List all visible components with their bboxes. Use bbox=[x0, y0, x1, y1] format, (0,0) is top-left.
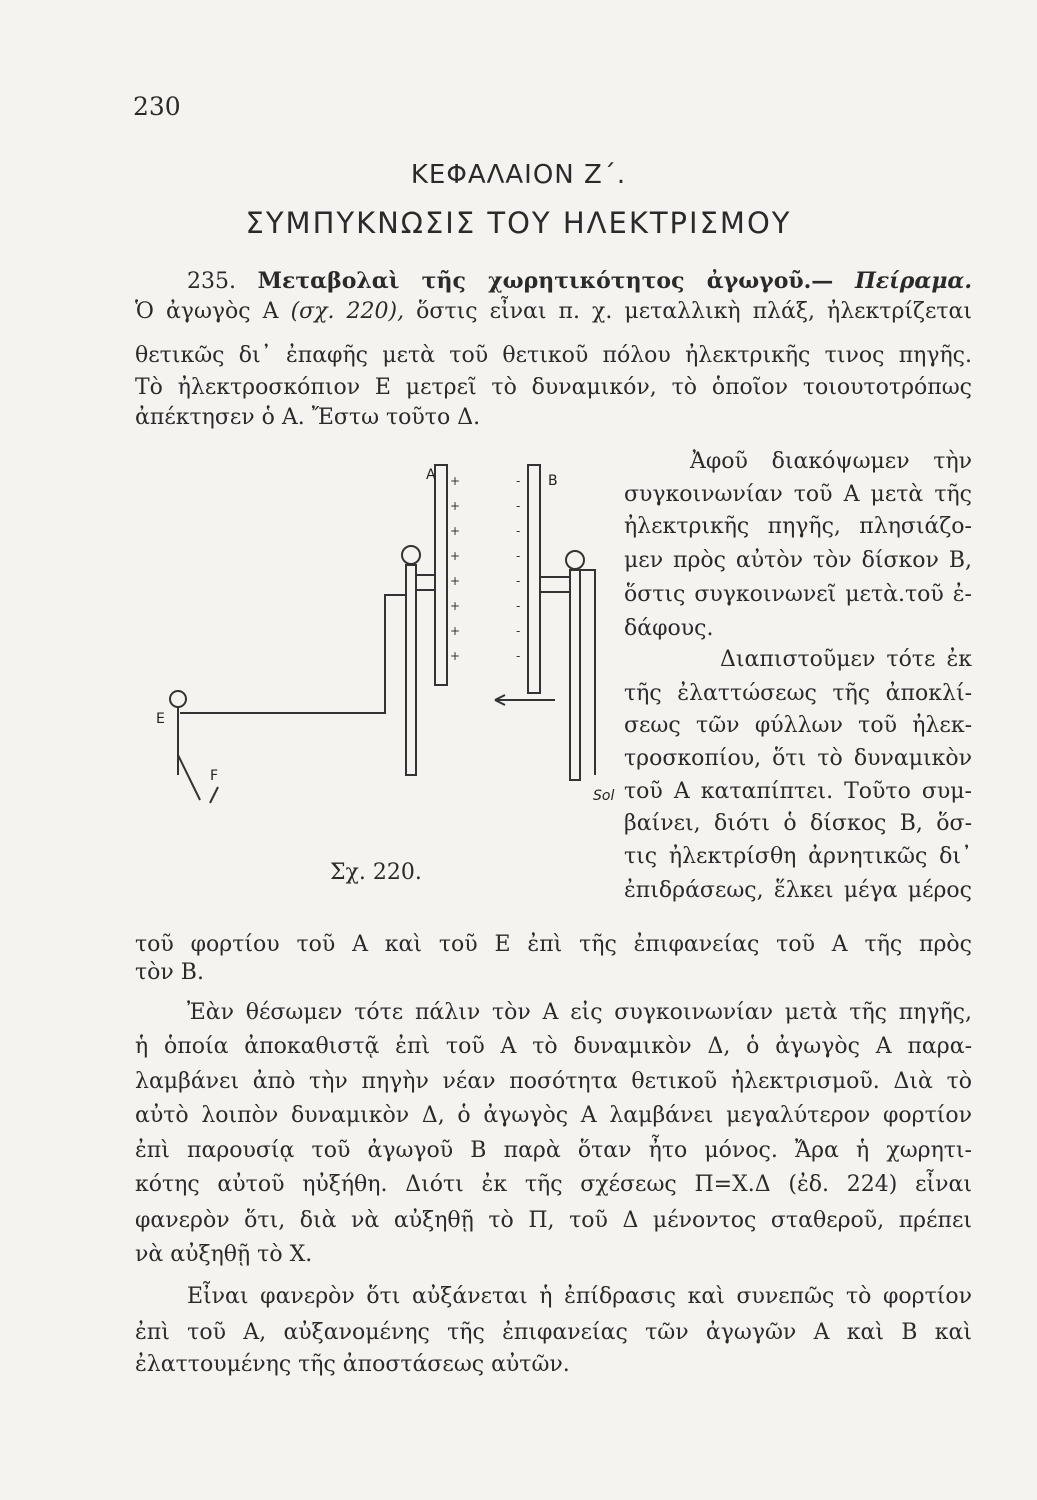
experiment-label: Πείραμα. bbox=[854, 268, 973, 294]
svg-text:-: - bbox=[516, 524, 521, 538]
chapter-title: ΣΥΜΠΥΚΝΩΣΙΣ ΤΟΥ ΗΛΕΚΤΡΙΣΜΟΥ bbox=[245, 206, 792, 240]
svg-text:-: - bbox=[516, 599, 521, 613]
svg-text:-: - bbox=[516, 549, 521, 563]
intro-line: θετικῶς δι᾽ ἐπαφῆς μετὰ τοῦ θετικοῦ πόλου ἠλεκτρικῆς τινος πηγῆς. bbox=[135, 343, 972, 368]
svg-text:-: - bbox=[516, 624, 521, 638]
body-text-line: ἡ ὁποία ἀποκαθιστᾷ ἐπὶ τοῦ Α τὸ δυναμικὸν Δ, ὁ ἀγωγὸς Α παρα- bbox=[135, 1034, 972, 1059]
side-text-line: τροσκοπίου, ὅτι τὸ δυναμικὸν bbox=[624, 746, 972, 771]
figure-220-diagram bbox=[150, 455, 615, 855]
side-text-line: συγκοινωνίαν τοῦ Α μετὰ τῆς bbox=[624, 482, 972, 507]
chapter-heading: ΚΕΦΑΛΑΙΟΝ Ζ΄. bbox=[410, 160, 627, 190]
plate-b bbox=[528, 465, 540, 693]
side-text-line: σεως τῶν φύλλων τοῦ ἠλεκ- bbox=[624, 713, 972, 738]
plate-a bbox=[435, 465, 447, 685]
svg-text:-: - bbox=[516, 499, 521, 513]
label-e: E bbox=[156, 711, 165, 727]
body-text-line: κότης αὐτοῦ ηὐξήθη. Διότι ἐκ τῆς σχέσεως Π=Χ.Δ (ἐδ. 224) εἶναι bbox=[135, 1172, 972, 1197]
stand-b-knob bbox=[566, 551, 584, 569]
side-text-line: ὅστις συγκοινωνεῖ μετὰ.τοῦ ἐ- bbox=[624, 582, 972, 607]
svg-text:+: + bbox=[450, 574, 461, 588]
side-text-line: τοῦ Α καταπίπτει. Τοῦτο συμ- bbox=[624, 779, 972, 804]
label-b: B bbox=[548, 473, 558, 489]
svg-text:-: - bbox=[516, 574, 521, 588]
body-text-line: ἐπὶ τοῦ Α, αὐξανομένης τῆς ἐπιφανείας τῶν ἀγωγῶν Α καὶ Β καὶ bbox=[135, 1320, 972, 1345]
side-text-line: μεν πρὸς αὐτὸν τὸν δίσκον Β, bbox=[624, 548, 972, 573]
side-text-line: τις ἠλεκτρίσθη ἀρνητικῶς δι᾽ bbox=[624, 844, 972, 869]
side-text-line: βαίνει, διότι ὁ δίσκος Β, ὅσ- bbox=[624, 811, 972, 836]
svg-text:+: + bbox=[450, 599, 461, 613]
figure-caption: Σχ. 220. bbox=[330, 860, 422, 885]
label-a: A bbox=[426, 467, 436, 483]
stand-b bbox=[570, 570, 580, 780]
body-text-line: νὰ αὐξηθῇ τὸ Χ. bbox=[135, 1242, 313, 1267]
svg-text:+: + bbox=[450, 474, 461, 488]
intro-line: ἀπέκτησεν ὁ Α. Ἔστω τοῦτο Δ. bbox=[135, 405, 481, 430]
page-number: 230 bbox=[133, 92, 181, 121]
svg-text:-: - bbox=[516, 474, 521, 488]
body-text-line: λαμβάνει ἀπὸ τὴν πηγὴν νέαν ποσότητα θετικοῦ ἠλεκτρισμοῦ. Διὰ τὸ bbox=[135, 1069, 972, 1094]
stand-a bbox=[406, 565, 416, 775]
side-text-line: ἠλεκτρικῆς πηγῆς, πλησιάζο- bbox=[624, 514, 972, 539]
body-text-line: φανερὸν ὅτι, διὰ νὰ αὐξηθῇ τὸ Π, τοῦ Δ μένοντος σταθεροῦ, πρέπει bbox=[135, 1208, 972, 1233]
section-title: Μεταβολαὶ τῆς χωρητικότητος ἀγωγοῦ.— bbox=[257, 268, 834, 294]
side-text-line: δάφους. bbox=[624, 616, 714, 641]
svg-text:-: - bbox=[516, 649, 521, 663]
section-heading bbox=[187, 266, 972, 297]
side-text-line: Διαπιστοῦμεν τότε ἐκ bbox=[720, 647, 972, 672]
electroscope-knob bbox=[170, 691, 186, 707]
body-text-line: Εἶναι φανερὸν ὅτι αὐξάνεται ἡ ἐπίδρασις καὶ συνεπῶς τὸ φορτίον bbox=[187, 1284, 972, 1309]
label-sol: Sol bbox=[593, 788, 615, 804]
body-text-line: αὐτὸ λοιπὸν δυναμικὸν Δ, ὁ ἀγωγὸς Α λαμβάνει μεγαλύτερον φορτίον bbox=[135, 1103, 972, 1128]
stand-a-knob bbox=[402, 546, 420, 564]
svg-text:+: + bbox=[450, 499, 461, 513]
body-text-line: Ἐὰν θέσωμεν τότε πάλιν τὸν Α εἰς συγκοινωνίαν μετὰ τῆς πηγῆς, bbox=[187, 1000, 972, 1025]
body-text-line: ἐπὶ παρουσίᾳ τοῦ ἀγωγοῦ Β παρὰ ὅταν ἦτο μόνος. Ἄρα ἡ χωρητι- bbox=[135, 1138, 972, 1163]
svg-text:+: + bbox=[450, 624, 461, 638]
body-text-line: ἐλαττουμένης τῆς ἀποστάσεως αὐτῶν. bbox=[135, 1352, 570, 1377]
label-f: F bbox=[210, 768, 219, 784]
side-text-line: τῆς ἐλαττώσεως τῆς ἀποκλί- bbox=[624, 681, 972, 706]
side-text-line: ἐπιδράσεως, ἕλκει μέγα μέρος bbox=[624, 878, 972, 903]
svg-text:+: + bbox=[450, 549, 461, 563]
svg-text:+: + bbox=[450, 649, 461, 663]
svg-text:+: + bbox=[450, 524, 461, 538]
intro-line: Τὸ ἠλεκτροσκόπιον Ε μετρεῖ τὸ δυναμικόν, τὸ ὁποῖον τοιουτοτρόπως bbox=[135, 375, 972, 400]
body-text-line: τοῦ φορτίου τοῦ Α καὶ τοῦ Ε ἐπὶ τῆς ἐπιφανείας τοῦ Α τῆς πρὸς bbox=[135, 932, 972, 957]
side-text-line: Ἀφοῦ διακόψωμεν τὴν bbox=[690, 449, 972, 474]
body-text-line: τὸν Β. bbox=[135, 960, 204, 985]
section-number: 235. bbox=[187, 269, 236, 294]
intro-line: Ὁ ἀγωγὸς Α (σχ. 220), ὅστις εἶναι π. χ. μεταλλικὴ πλάξ, ἠλεκτρίζεται bbox=[135, 299, 972, 324]
